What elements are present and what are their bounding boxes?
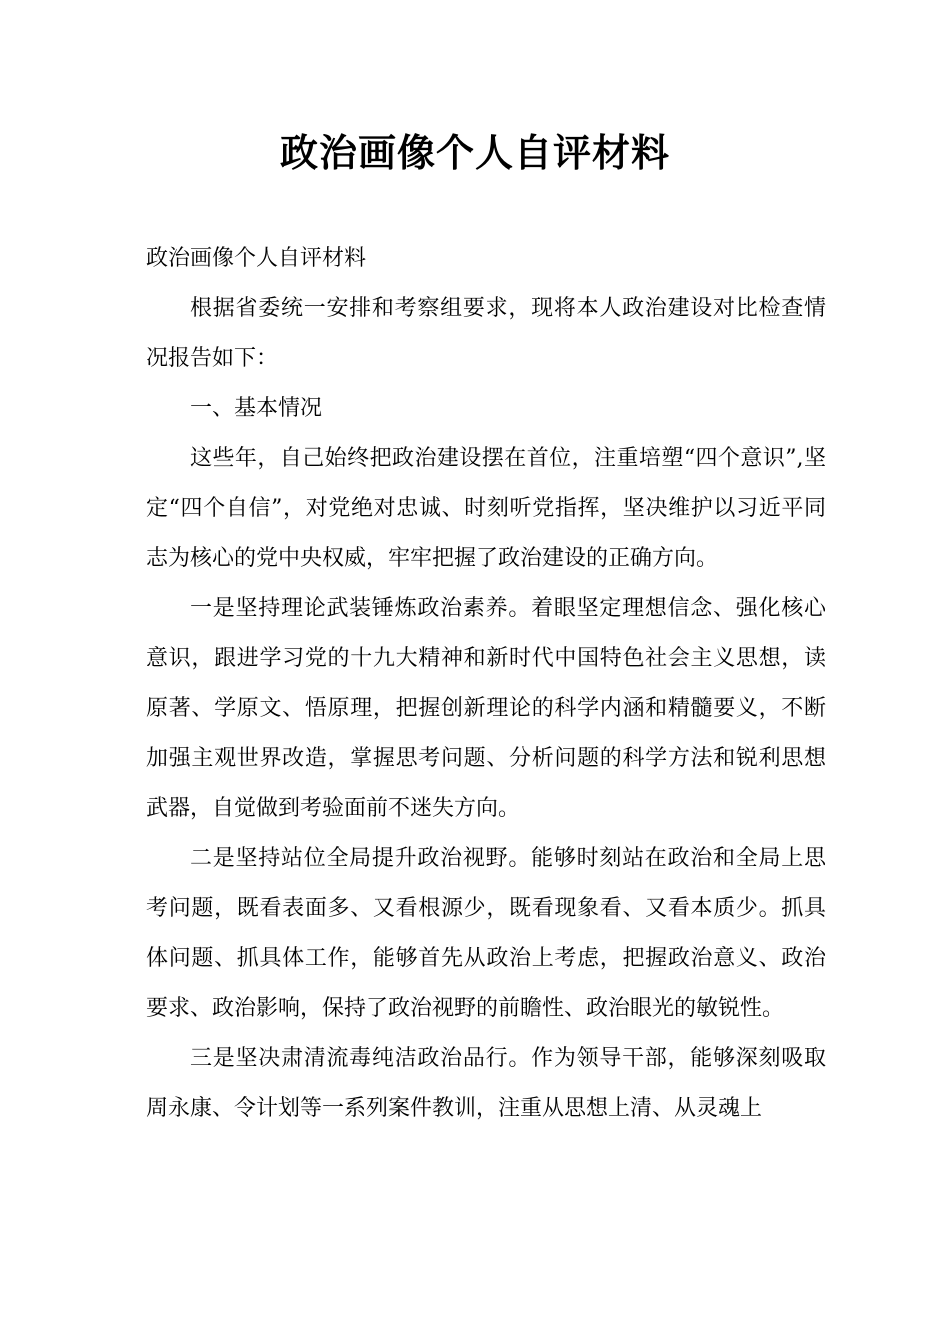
paragraph-heading-repeat: 政治画像个人自评材料	[146, 246, 367, 271]
document-body	[146, 234, 826, 1134]
document-title: 政治画像个人自评材料	[279, 131, 670, 175]
section-heading-basic-situation: 一、基本情况	[190, 396, 323, 421]
paragraph-overview: 这些年，自己始终把政治建设摆在首位，注重培塑“四个意识”,坚定“四个自信”，对党绝对忠诚、时刻听党指挥，坚决维护以习近平同志为核心的党中央权威，牢牢把握了政治建设的正确方向。	[146, 446, 826, 571]
paragraph-point-three: 三是坚决肃清流毒纯洁政治品行。作为领导干部，能够深刻吸取周永康、令计划等一系列案件教训，注重从思想上清、从灵魂上	[146, 1046, 826, 1121]
paragraph-point-one: 一是坚持理论武装锤炼政治素养。着眼坚定理想信念、强化核心意识，跟进学习党的十九大精神和新时代中国特色社会主义思想，读原著、学原文、悟原理，把握创新理论的科学内涵和精髓要义，不断加强主观世界改造，掌握思考问题、分析问题的科学方法和锐利思想武器，自觉做到考验面前不迷失方向。	[146, 596, 826, 821]
paragraph-intro: 根据省委统一安排和考察组要求，现将本人政治建设对比检查情况报告如下：	[146, 296, 826, 371]
paragraph-point-two: 二是坚持站位全局提升政治视野。能够时刻站在政治和全局上思考问题，既看表面多、又看根源少，既看现象看、又看本质少。抓具体问题、抓具体工作，能够首先从政治上考虑，把握政治意义、政治要求、政治影响，保持了政治视野的前瞻性、政治眼光的敏锐性。	[146, 846, 826, 1021]
